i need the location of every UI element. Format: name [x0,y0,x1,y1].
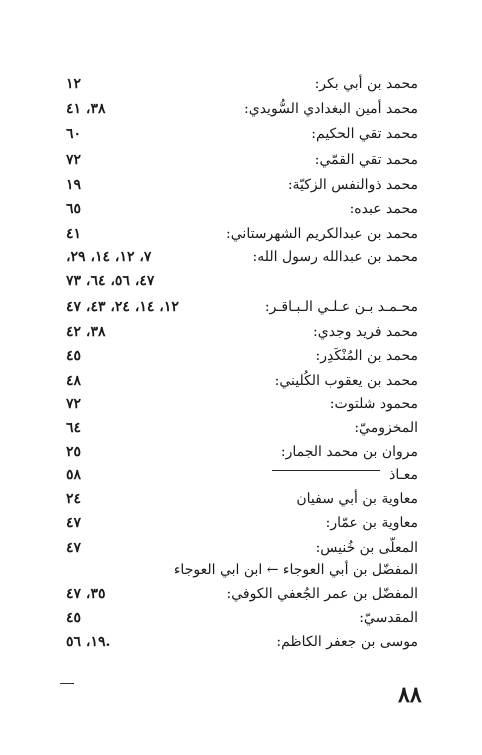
index-entry [66,123,418,145]
entry-pages: ٤٧، ٥٦، ٦٤، ٧٣ [66,273,155,289]
entry-name: محمد بن عبدالله رسول الله: [252,249,418,265]
entry-pages: ٤٥ [66,348,82,364]
entry-pages: ٣٨، ٤١ [66,101,106,117]
index-entry [66,98,418,120]
entry-name: المعلّى بن خُنيس: [315,540,418,556]
footer-rule [60,683,74,684]
entry-name: محمد بن أبي بكر: [314,76,418,92]
entry-pages: ٤٨ [66,373,82,389]
entry-name: معـاذ [389,467,418,483]
index-entry [66,73,418,95]
entry-pages: ٢٤ [66,491,82,507]
cross-reference-entry: المفضّل بن أبي العوجاء ← ابن ابي العوجاء [173,562,418,578]
entry-name: محمد فريد وجدي: [313,324,418,340]
entry-name: محـمـد بـن عـلـي الـبـاقـر: [264,299,418,315]
entry-pages: ٧٢ [66,396,82,412]
entry-name: المفضّل بن عمر الجُعفي الكوفي: [226,586,418,602]
entry-name: معاوية بن أبي سفيان [296,491,418,507]
entry-pages: ٣٥، ٤٧ [66,586,106,602]
index-entry [66,246,418,268]
index-entry [66,537,418,559]
entry-name: محمد ذوالنفس الزكيّة: [287,177,418,193]
index-entry [66,441,418,463]
index-entry [66,223,418,245]
entry-name: المخزوميّ: [354,420,418,436]
page-number: ٨٨ [398,682,422,708]
entry-pages: .١٩، ٥٦ [66,634,111,650]
index-entry [66,393,418,415]
index-entry [66,464,418,486]
index-entry [66,149,418,171]
index-entry [66,607,418,629]
entry-pages: ٥٨ [66,467,82,483]
entry-name: محمد أمين البغدادي السُّويدي: [244,101,418,117]
entry-pages: ٢٥ [66,444,82,460]
entry-name: معاوية بن عمّار: [325,515,418,531]
entry-name: المقدسيّ: [359,610,418,626]
index-entry-continuation [66,270,266,292]
index-entry [66,345,418,367]
entry-name: محمود شلتوت: [329,396,418,412]
entry-pages: ٣٨، ٤٢ [66,324,106,340]
entry-name: محمد عبده: [349,201,418,217]
index-entry [66,296,418,318]
elongation-stroke [272,470,380,471]
entry-pages: ٦٥ [66,201,82,217]
entry-name: محمد تقي القمّي: [314,152,418,168]
entry-name: موسى بن جعفر الكاظم: [276,634,418,650]
entry-name: محمد بن يعقوب الكُليني: [274,373,418,389]
index-entry [66,583,418,605]
index-entry [66,417,418,439]
index-entry [66,174,418,196]
entry-name: محمد بن المُنْكَدِر: [315,348,418,364]
index-entry [66,321,418,343]
entry-pages: ١٢ [66,76,82,92]
entry-name: محمد بن عبدالكريم الشهرستاني: [226,226,418,242]
index-entry [66,488,418,510]
entry-pages: ٦٠ [66,126,82,142]
index-entry [66,631,418,653]
entry-pages: ١٩ [66,177,82,193]
entry-pages: ٦٤ [66,420,82,436]
entry-name: مروان بن محمد الجمار: [280,444,418,460]
entry-pages: ١٢، ١٤، ٢٤، ٤٣، ٤٧ [66,299,179,315]
entry-name: محمد تقي الحكيم: [311,126,418,142]
entry-pages: ٤١ [66,226,82,242]
entry-pages: ٧، ١٢، ١٤، ٢٩، [66,249,152,265]
entry-pages: ٤٥ [66,610,82,626]
index-entry [66,198,418,220]
entry-pages: ٤٧ [66,515,82,531]
entry-pages: ٧٢ [66,152,82,168]
index-entry [66,512,418,534]
entry-pages: ٤٧ [66,540,82,556]
index-entry [66,370,418,392]
